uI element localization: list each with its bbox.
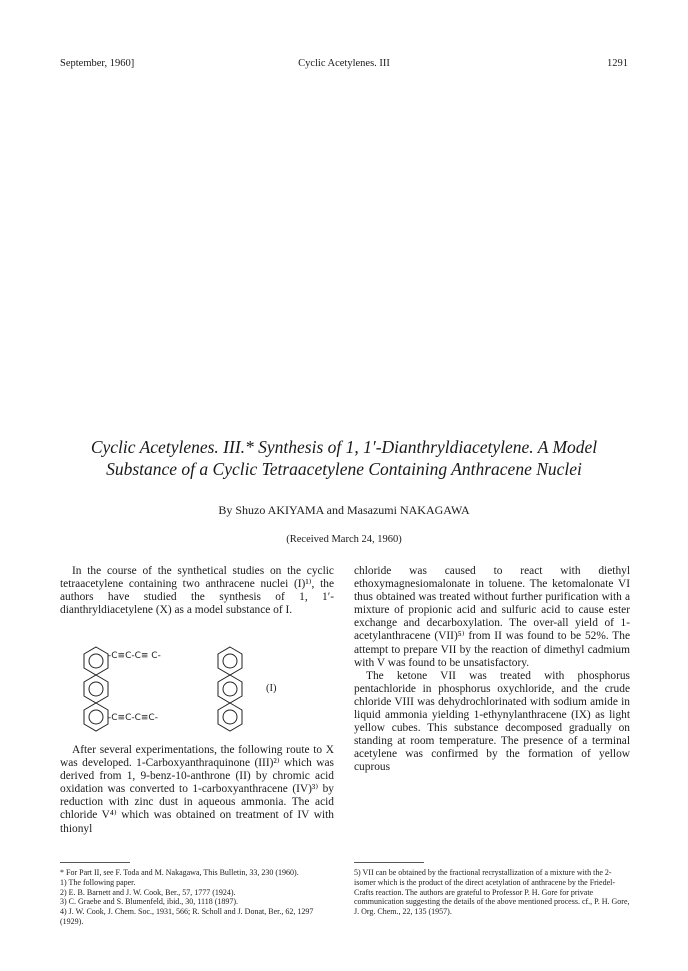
received-date: (Received March 24, 1960) — [286, 534, 402, 545]
top-diacetylene-chain: -C≡C-C≡ C- — [108, 651, 161, 661]
author-byline: By Shuzo AKIYAMA and Masazumi NAKAGAWA — [218, 503, 470, 517]
footnote: 5) VII can be obtained by the fractional recrystallization of a mixture with the 2-isomer which is the product of the direct acetylation of anthracene by the Friedel-Crafts reaction. The authors are grateful to Professor P. H. Gore for private communication suggesting the details of the above mentioned process. cf., P. H. Gore, J. Org. Chem., 22, 135 (1957). — [354, 868, 630, 917]
bottom-diacetylene-chain: -C≡C-C≡C- — [108, 713, 158, 723]
header-date: September, 1960] — [60, 58, 135, 69]
header-journal-title: Cyclic Acetylenes. III — [298, 58, 390, 69]
page-number: 1291 — [607, 58, 628, 69]
title-line-1: Cyclic Acetylenes. III.* Synthesis of 1, 1′-Dianthryldiacetylene. A Model — [90, 437, 598, 457]
left-column-intro — [60, 565, 334, 617]
footnote-rule-right — [354, 862, 424, 863]
footnote: 4) J. W. Cook, J. Chem. Soc., 1931, 566; R. Scholl and J. Donat, Ber., 62, 1297 (1929). — [60, 907, 314, 926]
footnote: 3) C. Graebe and S. Blumenfeld, ibid., 30, 1118 (1897). — [60, 897, 239, 907]
ketone-paragraph: The ketone VII was treated with phosphorus pentachloride in phosphorus oxychloride, and the crude chloride VIII was dehydrochlorinated with sodium amide in liquid ammonia yielding 1-ethynylanthracene (IX) as light yellow cubes. This substance decomposed gradually on standing at room temperature. The presence of a terminal acetylene was confirmed by the formation of yellow cuprous — [354, 669, 630, 774]
footnote: * For Part II, see F. Toda and M. Nakagawa, This Bulletin, 33, 230 (1960). — [60, 868, 299, 877]
running-header — [60, 58, 628, 74]
footnotes-right — [354, 868, 630, 917]
left-column-body — [60, 744, 334, 836]
article-title — [40, 436, 648, 480]
title-line-2: Substance of a Cyclic Tetraacetylene Containing Anthracene Nuclei — [106, 459, 582, 479]
route-paragraph: After several experimentations, the following route to X was developed. 1-Carboxyanthraquinone (III)²⁾ which was derived from 1, 9-benz-10-anthrone (II) by chromic acid oxidation was converted to 1-carboxyanthracene (IV)³⁾ by reduction with zinc dust in aqueous ammonia. The acid chloride V⁴⁾ which was obtained on treatment of IV with thionyl — [60, 744, 334, 835]
intro-paragraph: In the course of the synthetical studies on the cyclic tetraacetylene containing two anthracene nuclei (I)¹⁾, the authors have studied the synthesis of 1, 1′-dianthryldiacetylene (X) as a model substance of I. — [60, 565, 334, 617]
footnote-rule-left — [60, 862, 130, 863]
compound-label: (I) — [266, 683, 277, 694]
footnote: 1) The following paper. — [60, 877, 136, 887]
footnote: 2) E. B. Barnett and J. W. Cook, Ber., 57, 1777 (1924). — [60, 887, 236, 897]
chemical-structure-I — [80, 643, 300, 739]
footnotes-left — [60, 868, 334, 927]
right-column-body — [354, 565, 630, 775]
continuation-paragraph: chloride was caused to react with diethyl ethoxymagnesiomalonate in toluene. The ketomalonate VI thus obtained was treated without further purification with a mixture of propionic acid and sulfuric acid to cause ester exchange and decarboxylation. The over-all yield of 1-acetylanthracene (VII)⁵⁾ from II was found to be 52%. The attempt to prepare VII by the reaction of dimethyl cadmium with V was found to be unsatisfactory. — [354, 565, 630, 669]
